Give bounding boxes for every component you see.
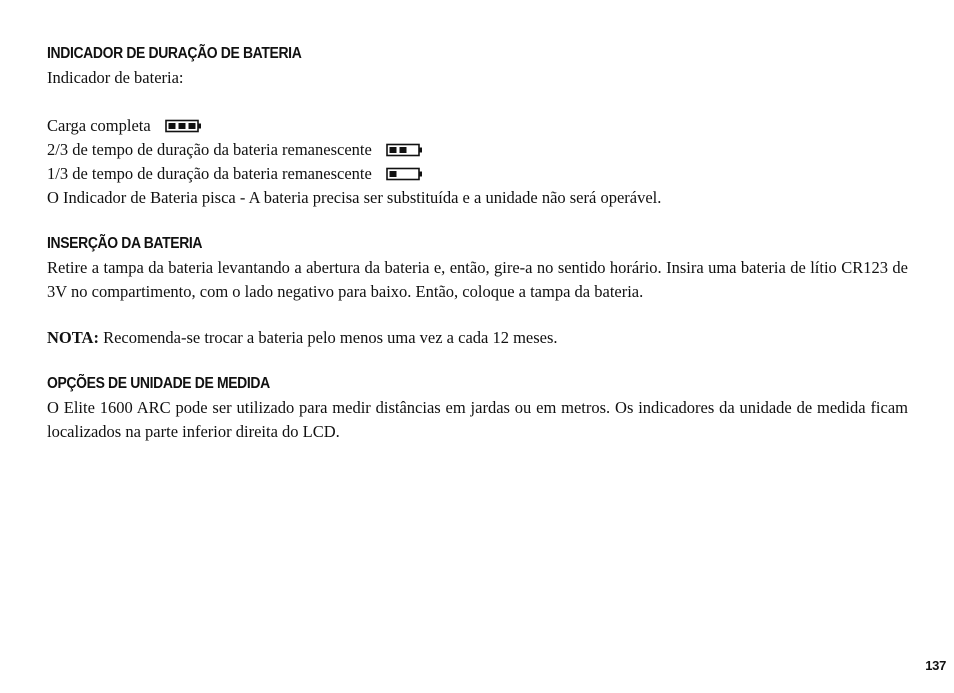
battery-level-full <box>47 114 908 138</box>
battery-one-third-icon <box>386 167 424 181</box>
battery-bar <box>188 123 195 129</box>
unit-options-heading: OPÇÕES DE UNIDADE DE MEDIDA <box>47 375 270 392</box>
battery-level-two-thirds <box>47 138 908 162</box>
battery-insertion-heading: INSERÇÃO DA BATERIA <box>47 235 203 252</box>
unit-options-body: O Elite 1600 ARC pode ser utilizado para medir distâncias em jardas ou em metros. Os indicadores da unidade de medida ficam localizados na parte inferior direita do LCD. <box>47 398 908 441</box>
battery-bar <box>178 123 185 129</box>
note-text: Recomenda-se trocar a bateria pelo menos uma vez a cada 12 meses. <box>98 328 558 347</box>
manual-page <box>47 42 908 444</box>
battery-level-label: Carga completa <box>47 116 151 135</box>
battery-blink-note: O Indicador de Bateria pisca - A bateria precisa ser substituída e a unidade não será operável. <box>47 188 662 207</box>
battery-level-one-third <box>47 162 908 186</box>
battery-indicator-heading: INDICADOR DE DURAÇÃO DE BATERIA <box>47 45 302 62</box>
battery-level-label: 2/3 de tempo de duração da bateria remanescente <box>47 140 372 159</box>
battery-bar <box>389 147 396 153</box>
battery-bar <box>168 123 175 129</box>
battery-indicator-intro: Indicador de bateria: <box>47 68 184 87</box>
page-number: 137 <box>925 658 946 673</box>
battery-full-icon <box>165 119 203 133</box>
battery-note <box>47 326 908 350</box>
note-label: NOTA: <box>47 328 99 347</box>
battery-two-thirds-icon <box>386 143 424 157</box>
battery-bar <box>399 147 406 153</box>
battery-level-label: 1/3 de tempo de duração da bateria remanescente <box>47 164 372 183</box>
battery-bar <box>389 171 396 177</box>
battery-insertion-body: Retire a tampa da bateria levantando a abertura da bateria e, então, gire-a no sentido horário. Insira uma bateria de lítio CR123 de 3V no compartimento, com o lado negativo para baixo. Então, coloque a tampa da bateria. <box>47 258 908 301</box>
